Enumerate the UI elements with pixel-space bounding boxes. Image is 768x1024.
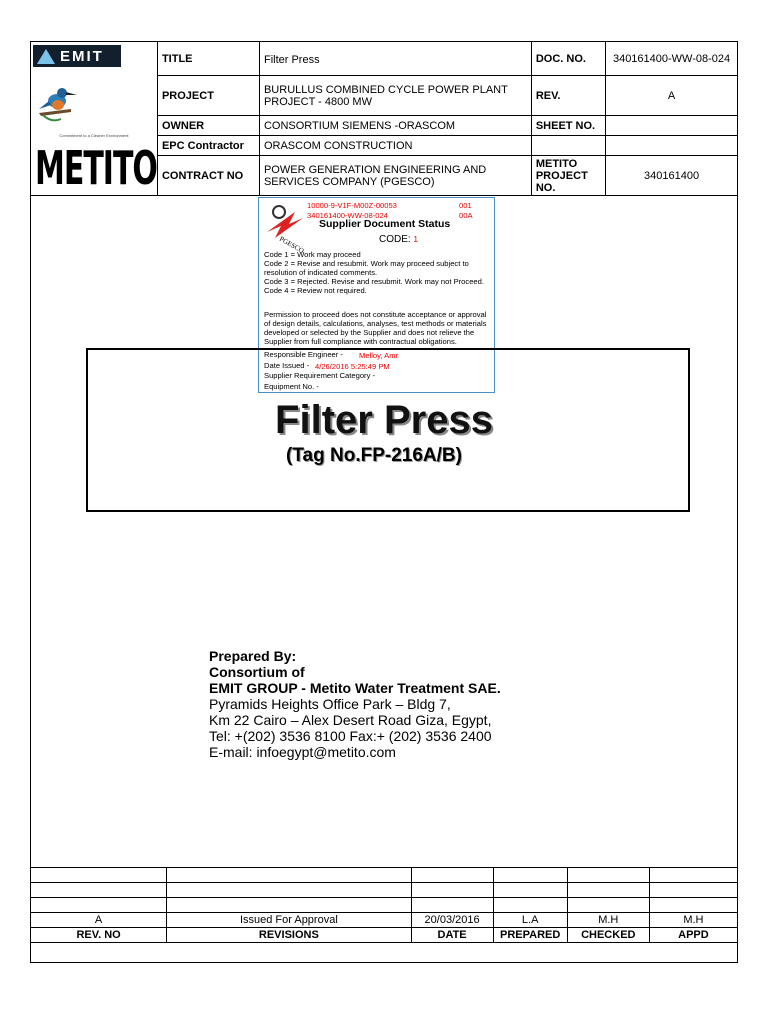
- tag-number: (Tag No.FP-216A/B): [286, 445, 462, 466]
- stamp-code-item: Code 1 = Work may proceed: [264, 250, 361, 259]
- rev-cell: 20/03/2016: [411, 913, 493, 928]
- sheet-no-label: SHEET NO.: [531, 116, 605, 136]
- stamp-date-label: Date Issued -: [264, 361, 310, 370]
- epc-label: EPC Contractor: [157, 136, 259, 156]
- contract-no-label: CONTRACT NO: [157, 156, 259, 196]
- stamp-code-item: Code 2 = Revise and resubmit. Work may proceed subject to resolution of indicated comments.: [264, 259, 469, 277]
- empty-cell: [531, 136, 605, 156]
- title-value: Filter Press: [259, 42, 531, 76]
- emit-logo-text: EMIT: [60, 47, 104, 65]
- rev-cell: M.H: [567, 913, 649, 928]
- col-header: PREPARED: [493, 928, 567, 943]
- stamp-code-item: Code 3 = Rejected. Revise and resubmit. Work may not Proceed.: [264, 277, 484, 286]
- pgesco-text: PGESCO: [278, 234, 306, 256]
- project-value: BURULLUS COMBINED CYCLE POWER PLANT PROJECT - 4800 MW: [259, 76, 531, 116]
- rev-cell: M.H: [649, 913, 737, 928]
- col-header: REV. NO: [31, 928, 167, 943]
- contract-no-value: POWER GENERATION ENGINEERING AND SERVICES COMPANY (PGESCO): [259, 156, 531, 196]
- bird-caption: Commitment to a Cleaner Environment: [59, 133, 129, 138]
- owner-value: CONSORTIUM SIEMENS -ORASCOM: [259, 116, 531, 136]
- stamp-title: Supplier Document Status: [319, 218, 451, 230]
- prepared-address: Km 22 Cairo – Alex Desert Road Giza, Egypt,: [209, 712, 492, 728]
- stamp-ref1: 10000-9-V1F-M00Z-00053: [307, 201, 397, 210]
- stamp-code-value: 1: [413, 235, 418, 244]
- metito-project-value: 340161400: [606, 156, 738, 196]
- emit-triangle-icon: [37, 49, 55, 64]
- prepared-by-block: [209, 648, 501, 760]
- doc-no-label: DOC. NO.: [531, 42, 605, 76]
- project-label: PROJECT: [157, 76, 259, 116]
- stamp-permission: Permission to proceed does not constitute acceptance or approval of design details, calculations, analyses, test methods or materials developed or selected by the Supplier and does not relieve the Supplier from full compliance with contractual obligations.: [264, 310, 487, 346]
- rev-cell: L.A: [493, 913, 567, 928]
- owner-label: OWNER: [157, 116, 259, 136]
- rev-cell: Issued For Approval: [167, 913, 411, 928]
- stamp-code-item: Code 4 = Review not required.: [264, 286, 367, 295]
- metito-project-label: METITO PROJECT NO.: [531, 156, 605, 196]
- table-row: [31, 883, 738, 898]
- prepared-email: E-mail: infoegypt@metito.com: [209, 744, 396, 760]
- stamp-engineer-value: Melloy, Amr: [359, 351, 399, 360]
- col-header: CHECKED: [567, 928, 649, 943]
- stamp-equipment-label: Equipment No. -: [264, 382, 319, 391]
- rev-cell: A: [31, 913, 167, 928]
- prepared-address: Pyramids Heights Office Park – Bldg 7,: [209, 696, 451, 712]
- table-row: [31, 913, 738, 928]
- stamp-engineer-label: Responsible Engineer -: [264, 350, 343, 359]
- prepared-line: Consortium of: [209, 664, 305, 680]
- revision-table: [30, 867, 738, 943]
- col-header: REVISIONS: [167, 928, 411, 943]
- stamp-code-list: [264, 250, 492, 295]
- stamp-date-value: 4/26/2016 5:25:49 PM: [315, 362, 390, 371]
- col-header: APPD: [649, 928, 737, 943]
- epc-value: ORASCOM CONSTRUCTION: [259, 136, 531, 156]
- header-table: [30, 41, 738, 196]
- table-row: [31, 868, 738, 883]
- metito-logo: METITO: [35, 142, 157, 197]
- col-header: DATE: [411, 928, 493, 943]
- stamp-ref2-code: 00A: [459, 211, 473, 220]
- stamp-ref1-code: 001: [459, 201, 472, 210]
- rev-value: A: [606, 76, 738, 116]
- sheet-no-value: [606, 116, 738, 136]
- stamp-code-label: CODE:: [379, 234, 411, 245]
- empty-cell: [606, 136, 738, 156]
- prepared-company: EMIT GROUP - Metito Water Treatment SAE.: [209, 680, 501, 696]
- document-title: Filter Press: [275, 398, 493, 442]
- stamp-category-label: Supplier Requirement Category -: [264, 371, 376, 380]
- stamp-ref2: 340161400-WW-08-024: [307, 211, 388, 220]
- prepared-phone: Tel: +(202) 3536 8100 Fax:+ (202) 3536 2400: [209, 728, 492, 744]
- stamp-code: [379, 235, 418, 244]
- emit-logo: [33, 45, 121, 67]
- title-label: TITLE: [157, 42, 259, 76]
- prepared-by-label: Prepared By:: [209, 648, 297, 664]
- pgesco-logo-icon: [265, 202, 306, 256]
- kingfisher-bird-icon: [31, 79, 81, 129]
- table-header-row: [31, 928, 738, 943]
- table-row: [31, 898, 738, 913]
- rev-label: REV.: [531, 76, 605, 116]
- doc-no-value: 340161400-WW-08-024: [606, 42, 738, 76]
- logo-cell: [31, 42, 158, 196]
